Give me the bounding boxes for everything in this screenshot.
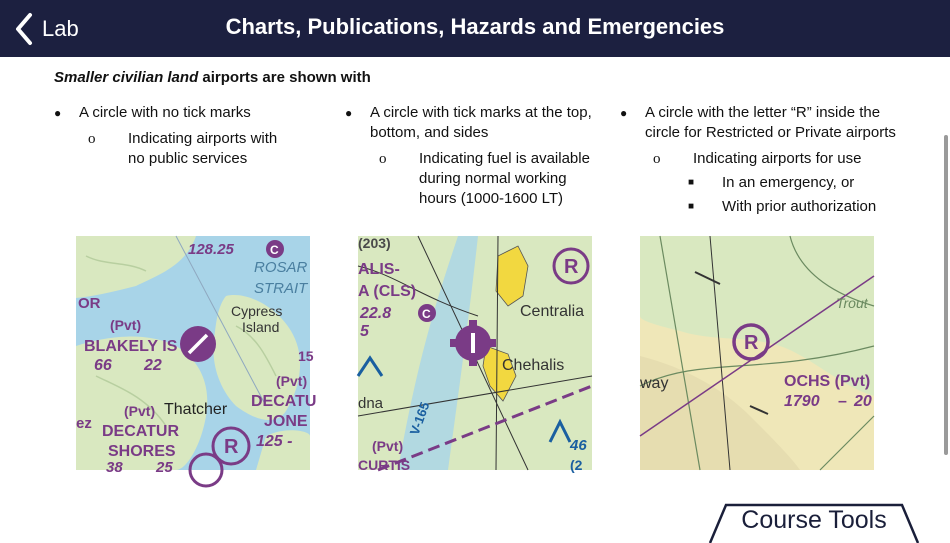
map-label: 15: [298, 348, 314, 364]
map-label: 125 -: [256, 433, 293, 450]
sub-bullet-text: Indicating airports for use: [693, 150, 862, 167]
map-label: ROSAR: [254, 259, 308, 276]
map-label: V-165: [406, 399, 433, 438]
map-label: (Pvt): [372, 438, 404, 454]
map-label: OR: [78, 295, 101, 312]
svg-text:C: C: [422, 307, 431, 321]
back-label: Lab: [42, 16, 79, 41]
map-label: 46: [570, 437, 587, 454]
map-label: 38: [106, 459, 123, 476]
map-label: Thatcher: [164, 401, 228, 418]
chart-excerpt-fuel-available: [358, 235, 592, 473]
sub-sub-bullet-item: [620, 173, 910, 193]
map-label: 22: [144, 357, 162, 374]
svg-text:R: R: [744, 332, 759, 354]
map-label: 5: [360, 323, 369, 340]
map-label: Island: [242, 319, 280, 335]
map-label: 20: [854, 393, 872, 410]
svg-text:C: C: [270, 243, 279, 257]
intro-italic: Smaller civilian land: [54, 69, 199, 86]
map-label: ez: [76, 415, 92, 432]
bullet-icon: ●: [345, 106, 353, 120]
scrollbar[interactable]: [944, 135, 948, 455]
map-label: Chehalis: [502, 357, 565, 374]
sub-bullet-item: [345, 149, 605, 209]
map-label: DECATU: [251, 393, 317, 410]
sub-bullet-item: [54, 129, 298, 169]
square-bullet-icon: ■: [688, 177, 695, 188]
sub-sub-bullet-item: [620, 197, 910, 217]
intro-rest: airports are shown with: [198, 69, 371, 86]
sub-bullet-icon: o: [88, 131, 96, 147]
course-tools-label: Course Tools: [741, 506, 887, 534]
sub-bullet-icon: o: [379, 151, 387, 167]
sub-bullet-icon: o: [653, 151, 661, 167]
sub-bullet-text: Indicating airports with no public services: [128, 130, 278, 167]
map-label: (Pvt): [276, 373, 308, 389]
map-label: DECATUR: [102, 423, 180, 440]
bullet-icon: ●: [54, 106, 62, 120]
map-label: 128.25: [188, 241, 234, 258]
chart-excerpt-restricted-private: [640, 236, 874, 470]
sub-bullet-text: Indicating fuel is available during normal working hours (1000-1600 LT): [419, 150, 590, 207]
map-label: JONE: [264, 413, 308, 430]
map-label: 66: [94, 357, 112, 374]
bullet-icon: ●: [620, 106, 628, 120]
chart-excerpt-no-services: [76, 236, 317, 476]
sub-sub-bullet-text: With prior authorization: [722, 198, 877, 215]
bullet-item: [345, 103, 605, 143]
map-label: 1790: [784, 393, 820, 410]
map-label: (Pvt): [110, 317, 142, 333]
map-label: A (CLS): [358, 283, 417, 300]
column-tick-marks: [345, 103, 605, 209]
map-label: way: [640, 375, 669, 392]
map-label: dna: [358, 395, 384, 412]
bullet-text: A circle with the letter “R” inside the circle for Restricted or Private airports: [645, 104, 896, 141]
sub-sub-bullet-text: In an emergency, or: [722, 174, 855, 191]
bullet-text: A circle with no tick marks: [79, 104, 251, 121]
map-label: Centralia: [520, 303, 585, 320]
map-label: (Pvt): [124, 403, 156, 419]
bullet-item: [620, 103, 910, 143]
map-label: (203): [358, 235, 391, 251]
map-label: STRAIT: [254, 280, 308, 297]
bullet-item: [54, 103, 304, 123]
page-title: Charts, Publications, Hazards and Emergencies: [225, 14, 725, 39]
svg-text:–: –: [838, 393, 847, 410]
column-no-tick-marks: [54, 103, 304, 169]
map-label: OCHS (Pvt): [784, 373, 871, 390]
column-letter-r: [620, 103, 910, 217]
square-bullet-icon: ■: [688, 201, 695, 212]
map-label: (2: [570, 457, 583, 473]
map-label: 22.8: [360, 305, 392, 322]
bullet-text: A circle with tick marks at the top, bottom, and sides: [370, 104, 592, 141]
svg-text:R: R: [224, 436, 239, 458]
svg-text:R: R: [564, 256, 579, 278]
map-label: 25: [156, 459, 173, 476]
map-label: Trout: [836, 295, 868, 311]
map-label: CURTIS: [358, 457, 411, 473]
sub-bullet-item: [620, 149, 910, 169]
map-label: BLAKELY IS: [84, 338, 178, 355]
map-label: ALIS-: [358, 261, 400, 278]
navigation-bar: [0, 0, 950, 57]
intro-heading: [54, 69, 371, 86]
course-tools-button[interactable]: [708, 503, 920, 543]
map-label: SHORES: [108, 443, 176, 460]
map-label: Cypress: [231, 303, 283, 319]
